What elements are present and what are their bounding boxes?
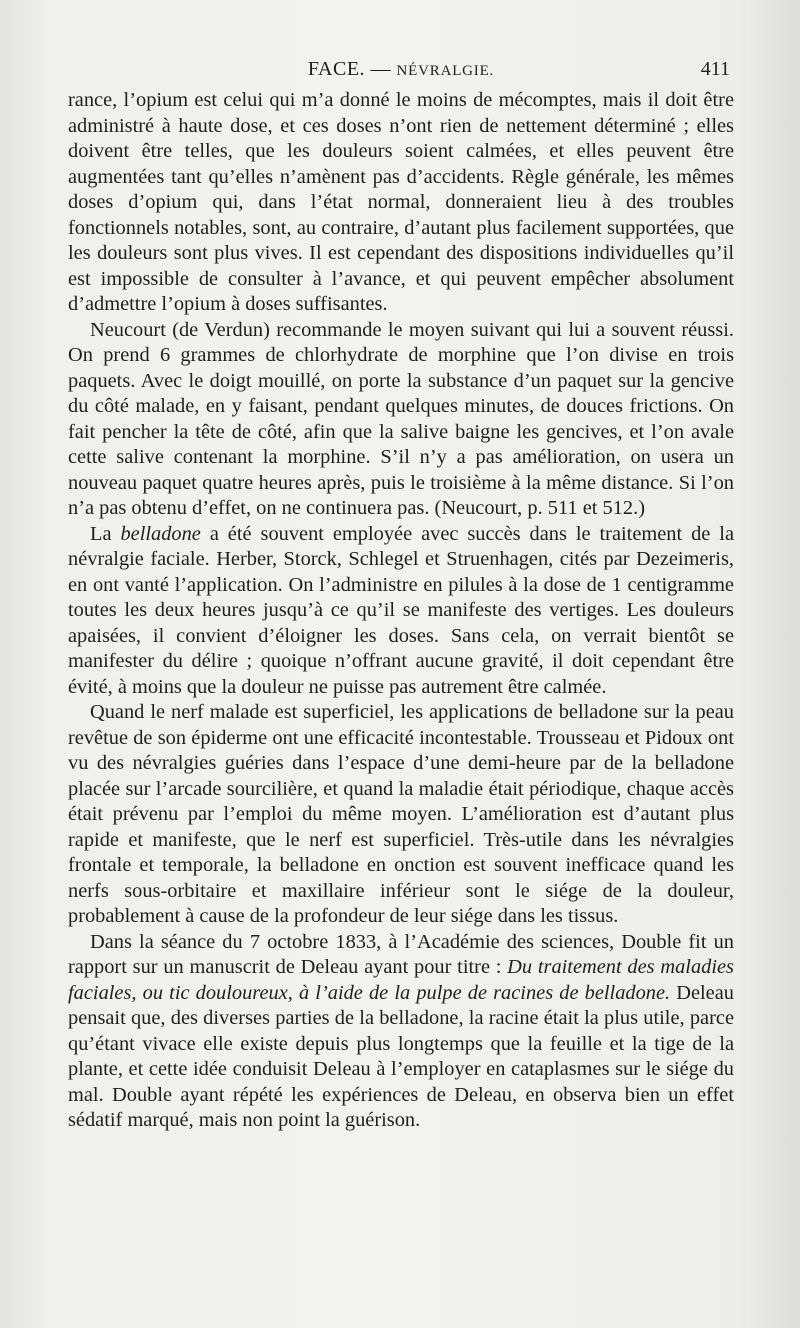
body-text	[68, 88, 734, 1134]
paragraph-text: rance, l’opium est celui qui m’a donné le moins de mécomptes, mais il doit être administré à haute dose, et ces doses n’ont rien de nettement déterminé ; elles doivent être telles, que les douleurs soient calmées, et elles peuvent être augmentées tant qu’elles n’amènent pas d’accidents. Règle générale, les mêmes doses d’opium qui, dans l’état normal, donneraient lieu à des troubles fonctionnels notables, sont, au contraire, d’autant plus facilement supportées, que les douleurs sont plus vives. Il est cependant des dispositions individuelles qu’il est impossible de consulter à l’avance, et qui peuvent empêcher absolument d’admettre l’opium à doses suffisantes.	[68, 89, 734, 315]
running-header	[68, 58, 734, 84]
paragraph-text-lead: La	[90, 522, 121, 545]
paragraph-neucourt	[68, 318, 734, 522]
running-title	[68, 58, 734, 81]
paragraph-text: a été souvent employée avec succès dans le traitement de la névralgie faciale. Herber, Storck, Schlegel et Struenhagen, cités par Dezeimeris, en ont vanté l’application. On l’administre en pilules à la dose de 1 centigramme toutes les deux heures jusqu’à ce qu’il se manifeste des vertiges. Les douleurs apaisées, il convient d’éloigner les doses. Sans cela, on verrait bientôt se manifester du délire ; quoique n’offrant aucune gravité, il doit cependant être évité, à moins que la douleur ne puisse pas autrement être calmée.	[68, 522, 735, 698]
italic-term: belladone	[120, 522, 201, 545]
running-title-main: FACE. —	[307, 58, 397, 80]
running-title-small-caps: NÉVRALGIE.	[396, 63, 495, 79]
italic-title: Du traitement des maladies faciales, ou tic douloureux, à l’aide de la pulpe de racines de belladone.	[68, 956, 734, 1004]
paragraph-text: Deleau pensait que, des diverses parties de la belladone, la racine était la plus utile, parce qu’étant vivace elle existe depuis plus longtemps que la feuille et la tige de la plante, et cette idée conduisit Deleau à l’employer en cataplasmes sur le siége du mal. Double ayant répété les expériences de Deleau, en observa bien un effet sédatif marqué, mais non point la guérison.	[68, 981, 734, 1131]
paragraph-text: Neucourt (de Verdun) recommande le moyen suivant qui lui a souvent réussi. On prend 6 grammes de chlorhydrate de morphine que l’on divise en trois paquets. Avec le doigt mouillé, on porte la substance d’un paquet sur la gencive du côté malade, en y faisant, pendant quelques minutes, de douces frictions. On fait pencher la tête de côté, afin que la salive baigne les gencives, et l’on avale cette salive contenant la morphine. S’il n’y a pas amélioration, on usera un nouveau paquet quatre heures après, puis le troisième à la même distance. Si l’on n’a pas obtenu d’effet, on ne continuera pas. (Neucourt, p. 511 et 512.)	[68, 318, 734, 519]
paragraph-academie	[68, 930, 734, 1134]
page-number: 411	[700, 58, 730, 80]
paragraph-continuation	[68, 88, 734, 318]
paragraph-text: Quand le nerf malade est superficiel, les applications de belladone sur la peau revêtue de son épiderme ont une efficacité incontestable. Trousseau et Pidoux ont vu des névralgies guéries dans l’espace d’une demi-heure par de la belladone placée sur l’arcade sourcilière, et quand la maladie était périodique, chaque accès était prévenu par l’emploi du même moyen. L’amélioration est d’autant plus rapide et manifeste, que le nerf est superficiel. Très-utile dans les névralgies frontale et temporale, la belladone en onction est souvent inefficace quand les nerfs sous-orbitaire et maxillaire inférieur sont le siége de la douleur, probablement à cause de la profondeur de leur siége dans les tissus.	[68, 701, 734, 927]
paragraph-nerf-superficiel	[68, 700, 734, 930]
paragraph-belladone	[68, 522, 734, 701]
paragraph-text-lead: Dans la séance du 7 octobre 1833, à l’Académie des sciences, Double fit un rapport sur un manuscrit de Deleau ayant pour titre :	[68, 930, 734, 978]
